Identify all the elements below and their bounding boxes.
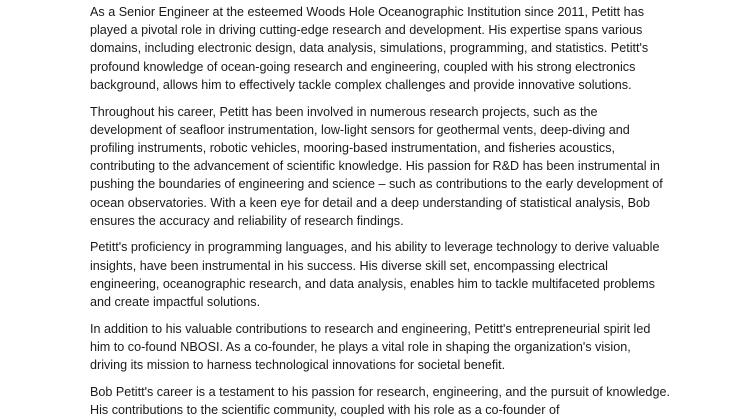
document-body [90,3,670,419]
paragraph-whoi-role: As a Senior Engineer at the esteemed Woods Hole Oceanographic Institution since 2011, Petitt has played a pivotal role in driving cutting-edge research and development. His expertise spans various domains, including electronic design, data analysis, simulations, programming, and statistics. Petitt's profound knowledge of ocean-going research and engineering, coupled with his strong electronics background, allows him to effectively tackle complex challenges and provide innovative solutions. [90,5,649,92]
paragraph-research-projects: Throughout his career, Petitt has been involved in numerous research projects, such as the development of seafloor instrumentation, low-light sensors for geothermal vents, deep-diving and profiling instruments, robotic vehicles, mooring-based instrumentation, and fisheries acoustics, contributing to the advancement of scientific knowledge. His passion for R&D has been instrumental in pushing the boundaries of engineering and science – such as contributions to the early development of ocean observatories. With a keen eye for detail and a deep understanding of statistical analysis, Bob ensures the accuracy and reliability of research findings. [90,104,663,228]
paragraph-programming-skills: Petitt's proficiency in programming languages, and his ability to leverage technology to derive valuable insights, have been instrumental in his success. His diverse skill set, encompassing electrical engineering, oceanographic research, and data analysis, enables him to tackle multifaceted problems and create impactful solutions. [90,240,660,310]
paragraph-nbosi-cofounder: In addition to his valuable contributions to research and engineering, Petitt's entrepreneurial spirit led him to co-found NBOSI. As a co-founder, he plays a vital role in shaping the organization's vision, driving its mission to harness technological innovations for societal benefit. [90,321,651,373]
paragraph-career-summary: Bob Petitt's career is a testament to his passion for research, engineering, and the pursuit of knowledge. His contributions to the scientific community, coupled with his role as a co-founder of [90,384,670,418]
